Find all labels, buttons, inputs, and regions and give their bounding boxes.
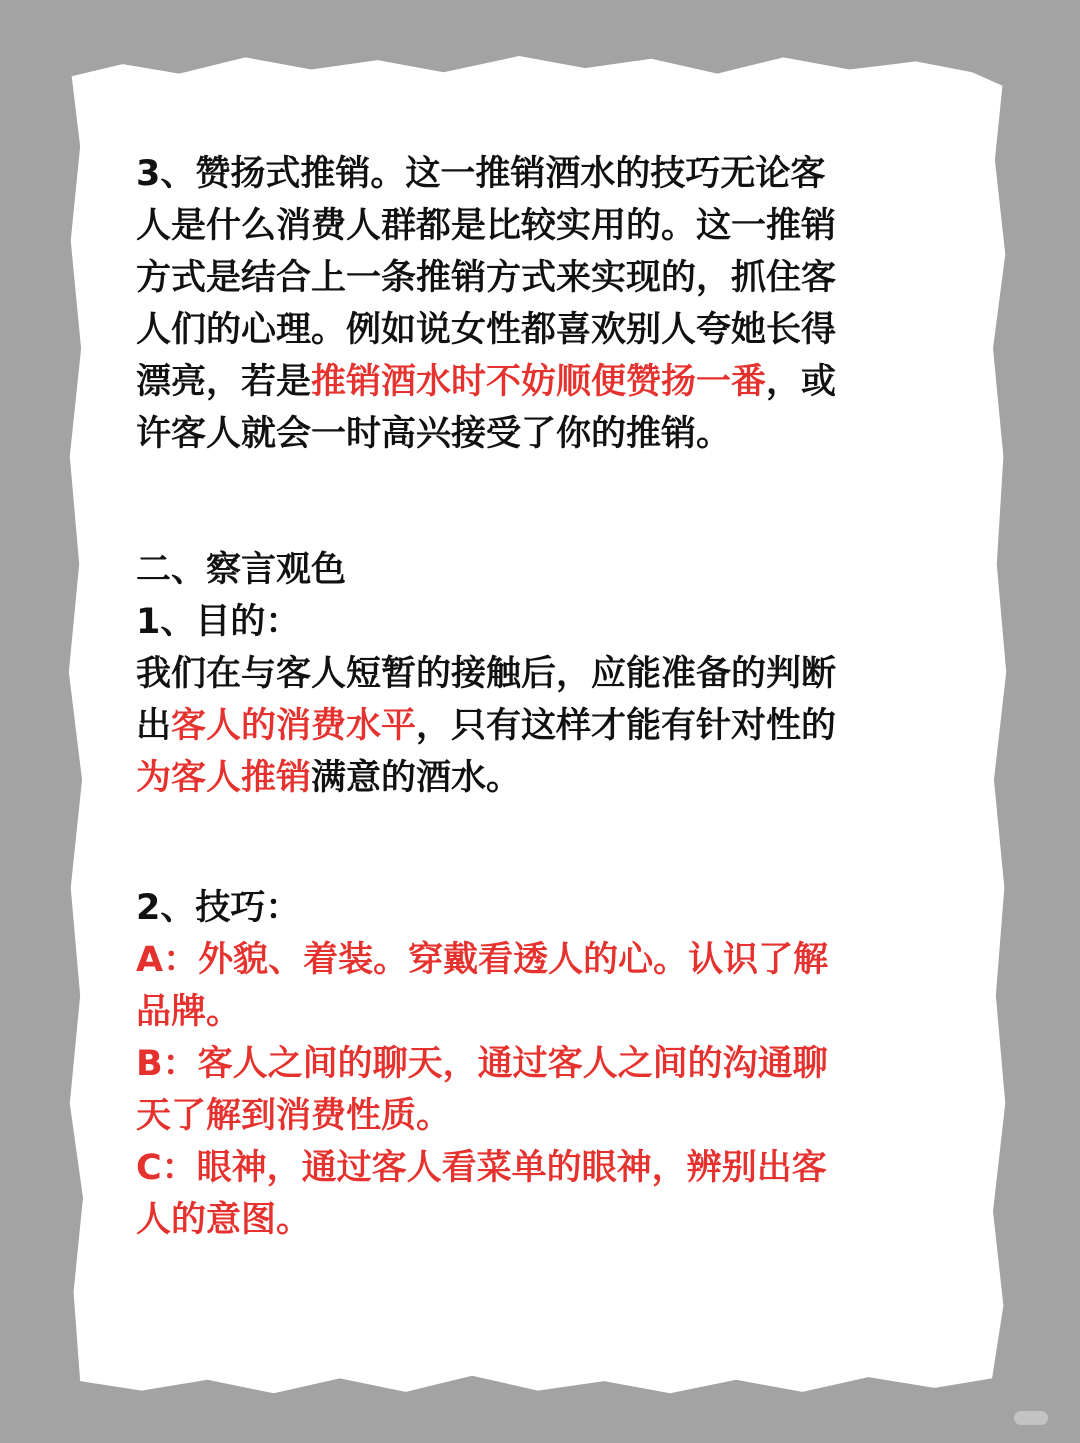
watermark-badge — [1014, 1411, 1048, 1425]
section-heading: 二、察言观色 — [136, 550, 347, 590]
skill-c-line: 人的意图。 — [136, 1200, 312, 1240]
text-line: 人是什么消费人群都是比较实用的。这一推销 — [136, 206, 837, 246]
observation-section — [136, 544, 936, 804]
spacer — [136, 460, 936, 544]
skills-label: 2、技巧： — [136, 888, 301, 928]
skills-section — [136, 882, 936, 1246]
text-segment: 出 — [136, 706, 172, 746]
text-line: 人们的心理。例如说女性都喜欢别人夸她长得 — [136, 310, 837, 350]
text-line — [136, 356, 936, 408]
text-line — [136, 700, 936, 752]
highlight-text: 推销酒水时不妨顺便赞扬一番 — [311, 362, 767, 402]
article-content — [136, 148, 936, 1246]
text-line: 许客人就会一时高兴接受了你的推销。 — [136, 414, 732, 454]
skill-b-line: B：客人之间的聊天，通过客人之间的沟通聊 — [136, 1044, 828, 1084]
highlight-text: 为客人推销 — [136, 758, 312, 798]
text-segment: 满意的酒水。 — [311, 758, 522, 798]
skill-c-line: C：眼神，通过客人看菜单的眼神，辨别出客 — [136, 1148, 827, 1188]
tip-3-paragraph — [136, 148, 936, 460]
text-segment: ，或 — [766, 362, 837, 402]
text-line — [136, 752, 936, 804]
skill-a-line: A：外貌、着装。穿戴看透人的心。认识了解 — [136, 940, 829, 980]
highlight-text: 客人的消费水平 — [171, 706, 417, 746]
spacer — [136, 804, 936, 882]
skill-b-line: 天了解到消费性质。 — [136, 1096, 452, 1136]
text-line: 我们在与客人短暂的接触后，应能准备的判断 — [136, 654, 837, 694]
skill-a-line: 品牌。 — [136, 992, 242, 1032]
text-line: 方式是结合上一条推销方式来实现的，抓住客 — [136, 258, 837, 298]
text-segment: 漂亮，若是 — [136, 362, 312, 402]
purpose-label: 1、目的： — [136, 602, 301, 642]
text-line: 3、赞扬式推销。这一推销酒水的技巧无论客 — [136, 154, 826, 194]
text-segment: ，只有这样才能有针对性的 — [416, 706, 837, 746]
